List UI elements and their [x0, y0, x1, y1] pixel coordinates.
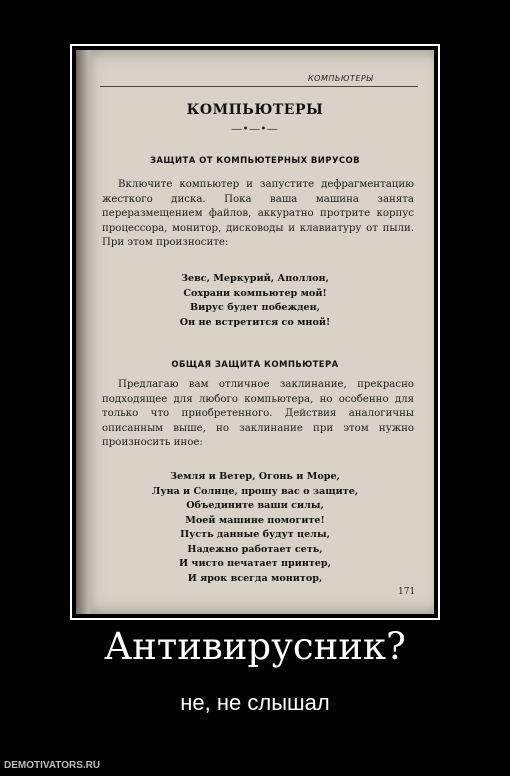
verse-line: Надежно работает сеть,: [187, 543, 323, 555]
section-heading-virus: ЗАЩИТА ОТ КОМПЬЮТЕРНЫХ ВИРУСОВ: [149, 156, 361, 166]
verse-line: Вирус будет побежден,: [189, 302, 321, 313]
section-paragraph-virus: Включите компьютер и запустите дефрагментацию жесткого диска. Пока ваша машина занята переразмещением файлов, аккуратно протрите корпус процессора, монитор, дисководы и клавиатуру от пыли. При этом произносите:: [102, 179, 414, 249]
verse-general: [76, 470, 434, 586]
verse-line: И чисто печатает принтер,: [179, 558, 331, 569]
verse-line: Моей машине помогите!: [185, 514, 325, 526]
verse-virus: [76, 272, 434, 330]
verse-line: Объедините ваши силы,: [186, 500, 324, 511]
verse-line: Земля и Ветер, Огонь и Море,: [170, 471, 340, 482]
verse-line: Пусть данные будут целы,: [180, 529, 330, 540]
book-page-photo: [76, 50, 434, 614]
verse-line: Луна и Солнце, прошу вас о защите,: [151, 485, 359, 497]
header-rule: [100, 86, 418, 87]
verse-line: Сохрани компьютер мой!: [183, 287, 327, 299]
chapter-title: КОМПЬЮТЕРЫ: [186, 102, 324, 118]
poster-subtitle: не, не слышал: [180, 690, 330, 715]
section-paragraph-general: Предлагаю вам отличное заклинание, прекрасно подходящее для любого компьютера, но особенно для только что приобретенного. Действия аналогичны описанным выше, но заклинание при этом нужно произносить иное:: [102, 379, 414, 449]
ornament-divider: ―•―•―: [231, 124, 279, 135]
running-head: КОМПЬЮТЕРЫ: [308, 74, 374, 83]
verse-line: Он не встретится со мной!: [179, 316, 331, 328]
site-watermark[interactable]: DEMOTIVATORS.RU: [4, 760, 101, 771]
verse-line: Зевс, Меркурий, Аполлон,: [181, 273, 329, 284]
page-number: 171: [398, 587, 416, 597]
verse-line: И ярок всегда монитор,: [187, 572, 323, 584]
section-heading-general: ОБЩАЯ ЗАЩИТА КОМПЬЮТЕРА: [171, 360, 339, 370]
poster-title: Антивирусник?: [104, 625, 406, 668]
